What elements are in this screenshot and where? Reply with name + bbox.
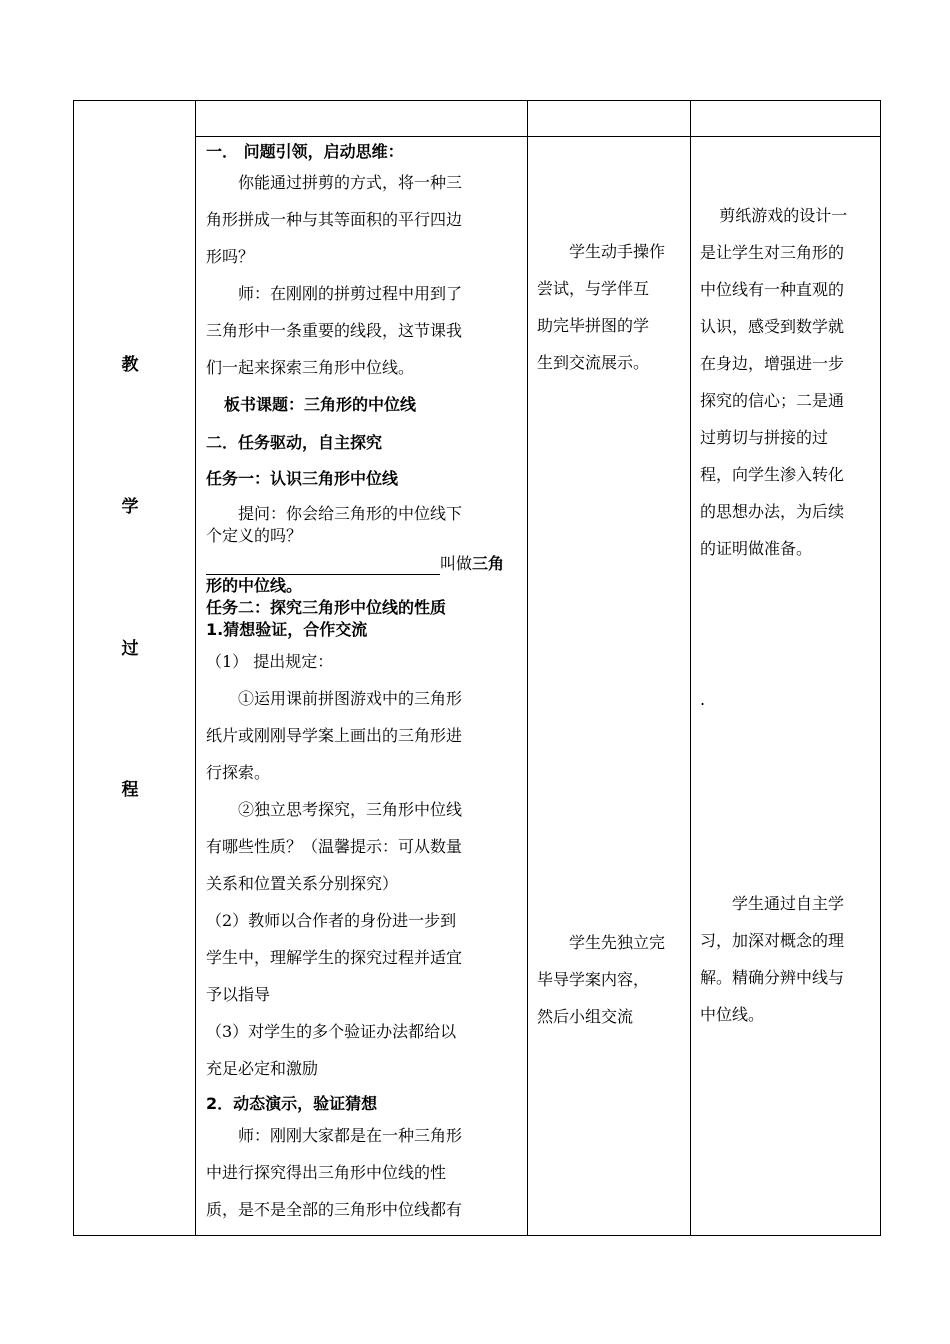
text-line: 探究的信心；二是通 [700, 391, 845, 410]
text-line: 质，是不是全部的三角形中位线都有 [206, 1200, 463, 1219]
subsection-2: 2．动态演示，验证猜想 [206, 1094, 378, 1113]
s1-p2 [206, 275, 519, 386]
text-span: 叫做 [440, 554, 473, 573]
table-divider-3 [690, 100, 691, 1236]
board-title: 板书课题：三角形的中位线 [224, 395, 417, 414]
task-2-heading: 任务二：探究三角形中位线的性质 [206, 598, 447, 617]
design-intent-1 [700, 197, 872, 567]
side-label-2: 学 [121, 497, 139, 517]
text-line: 认识，感受到数学就 [700, 317, 845, 336]
text-line: 个定义的吗？ [206, 526, 303, 545]
table-divider-2 [527, 100, 528, 1236]
side-label-4: 程 [121, 780, 139, 800]
text-line: 的思想办法，为后续 [700, 502, 845, 521]
text-line: 是让学生对三角形的 [700, 243, 845, 262]
table-border-left [73, 100, 74, 1236]
text-line: 行探索。 [206, 763, 271, 782]
text-line: ①运用课前拼图游戏中的三角形 [238, 689, 463, 708]
stray-dot: . [700, 690, 706, 709]
text-line: 角形拼成一种与其等面积的平行四边 [206, 210, 463, 229]
teaching-content [206, 140, 519, 1228]
table-divider-label [195, 100, 196, 1236]
text-line: 的证明做准备。 [700, 539, 813, 558]
side-label-3: 过 [121, 639, 139, 659]
text-line: 剪纸游戏的设计一 [719, 206, 848, 225]
table-border-top [73, 100, 881, 101]
text-line: 纸片或刚刚导学案上画出的三角形进 [206, 726, 463, 745]
item-3 [206, 1013, 519, 1087]
text-line: 学生通过自主学 [732, 894, 845, 913]
text-line: 形吗？ [206, 247, 255, 266]
text-line: 师：刚刚大家都是在一种三角形 [238, 1126, 463, 1145]
item-1: （1） 提出规定： [206, 652, 334, 671]
text-line: （2）教师以合作者的身份进一步到 [206, 911, 457, 930]
text-line: 们一起来探索三角形中位线。 [206, 358, 415, 377]
teacher-text [206, 1117, 519, 1228]
text-line: 你能通过拼剪的方式，将一种三 [238, 173, 463, 192]
text-line: 三角形中一条重要的线段，这节课我 [206, 321, 463, 340]
item-1a [206, 680, 519, 791]
text-line: 提问：你会给三角形的中位线下 [238, 504, 463, 523]
text-span: 三角 [472, 554, 505, 573]
text-line: 在身边，增强进一步 [700, 354, 845, 373]
text-line: 解。精确分辨中线与 [700, 968, 845, 987]
student-activity-2 [537, 924, 683, 1035]
text-line: （3）对学生的多个验证办法都给以 [206, 1022, 457, 1041]
text-line: 习，加深对概念的理 [700, 931, 845, 950]
table-border-bottom [73, 1235, 881, 1236]
design-intent-2 [700, 885, 872, 1033]
ask-question [206, 503, 519, 547]
table-border-right [880, 100, 881, 1236]
text-line: 然后小组交流 [537, 1007, 634, 1026]
definition-blank-line [206, 553, 519, 575]
definition-tail: 形的中位线。 [206, 576, 303, 595]
item-1b [206, 791, 519, 902]
side-label-1: 教 [121, 355, 139, 375]
text-line: 关系和位置关系分别探究） [206, 874, 399, 893]
section-1-heading: 一． 问题引领，启动思维： [206, 142, 404, 161]
student-activity-1 [537, 233, 683, 381]
table-row-divider [195, 136, 881, 137]
task-1-heading: 任务一：认识三角形中位线 [206, 469, 399, 488]
text-line: ②独立思考探究，三角形中位线 [238, 800, 463, 819]
text-line: 师：在刚刚的拼剪过程中用到了 [238, 284, 463, 303]
s1-p1 [206, 164, 519, 275]
fill-blank[interactable] [206, 556, 440, 575]
text-line: 毕导学案内容， [537, 970, 650, 989]
item-2 [206, 902, 519, 1013]
text-line: 程，向学生渗入转化 [700, 465, 845, 484]
text-line: 予以指导 [206, 985, 271, 1004]
text-line: 生到交流展示。 [537, 353, 650, 372]
text-line: 充足必定和激励 [206, 1059, 319, 1078]
text-line: 学生动手操作 [569, 242, 666, 261]
text-line: 学生先独立完 [569, 933, 666, 952]
text-line: 中位线有一种直观的 [700, 280, 845, 299]
text-line: 有哪些性质？（温馨提示：可从数量 [206, 837, 463, 856]
section-2-heading: 二．任务驱动，自主探究 [206, 433, 383, 452]
subsection-1: 1.猜想验证，合作交流 [206, 620, 368, 639]
text-line: 学生中，理解学生的探究过程并适宜 [206, 948, 463, 967]
text-line: 中位线。 [700, 1005, 765, 1024]
text-line: 助完毕拼图的学 [537, 316, 650, 335]
text-line: 中进行探究得出三角形中位线的性 [206, 1163, 447, 1182]
text-line: 过剪切与拼接的过 [700, 428, 829, 447]
text-line: 尝试，与学伴互 [537, 279, 650, 298]
